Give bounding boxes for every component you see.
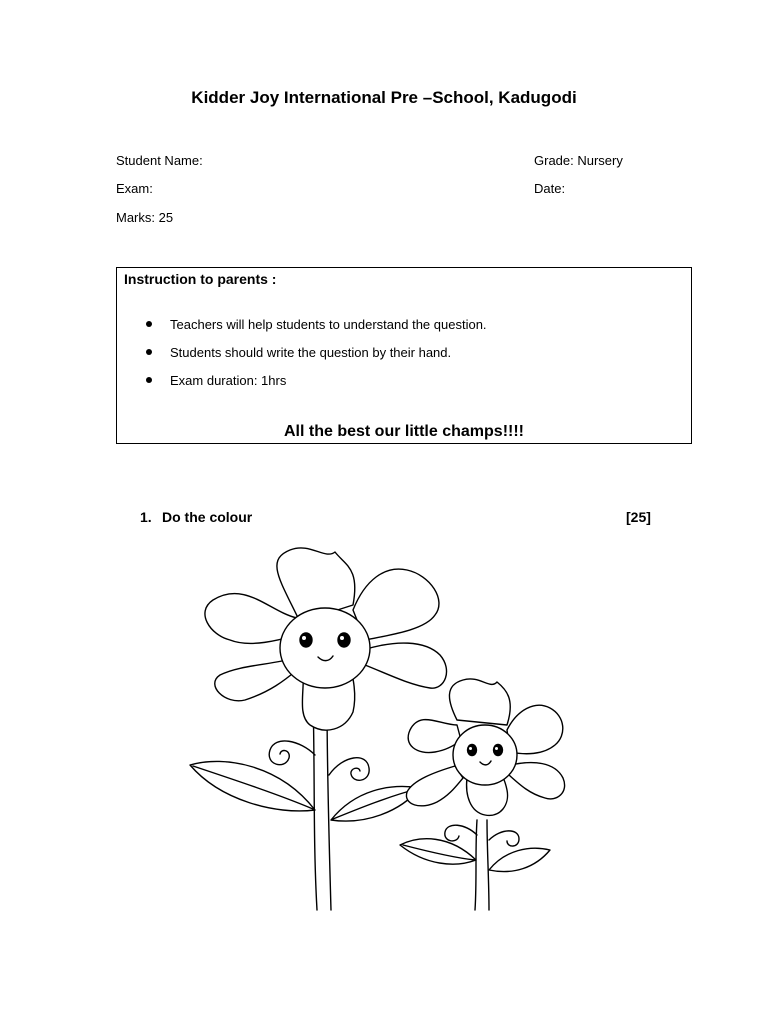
instruction-item: Teachers will help students to understand the question. [117,316,487,344]
exam-label: Exam: [116,181,153,196]
date-label: Date: [534,181,566,196]
question-number: 1. [140,509,152,525]
flower-coloring-icon [185,540,610,912]
closing-message: All the best our little champs!!!! [283,423,524,440]
instructions-heading: Instruction to parents : [124,271,277,287]
bullet-icon [146,349,152,355]
question-text: Do the colour [162,509,253,525]
school-title: Kidder Joy International Pre –School, Kadugodi [191,88,577,107]
instruction-item: Exam duration: 1hrs [117,372,487,400]
grade-label: Grade: Nursery [534,153,623,168]
instructions-list [117,316,487,400]
instruction-item: Students should write the question by their hand. [117,344,487,372]
bullet-icon [146,377,152,383]
instructions-box [116,267,692,444]
student-name-label: Student Name: [116,153,203,168]
marks-label: Marks: 25 [116,210,174,225]
question-marks: [25] [626,509,651,525]
bullet-icon [146,321,152,327]
